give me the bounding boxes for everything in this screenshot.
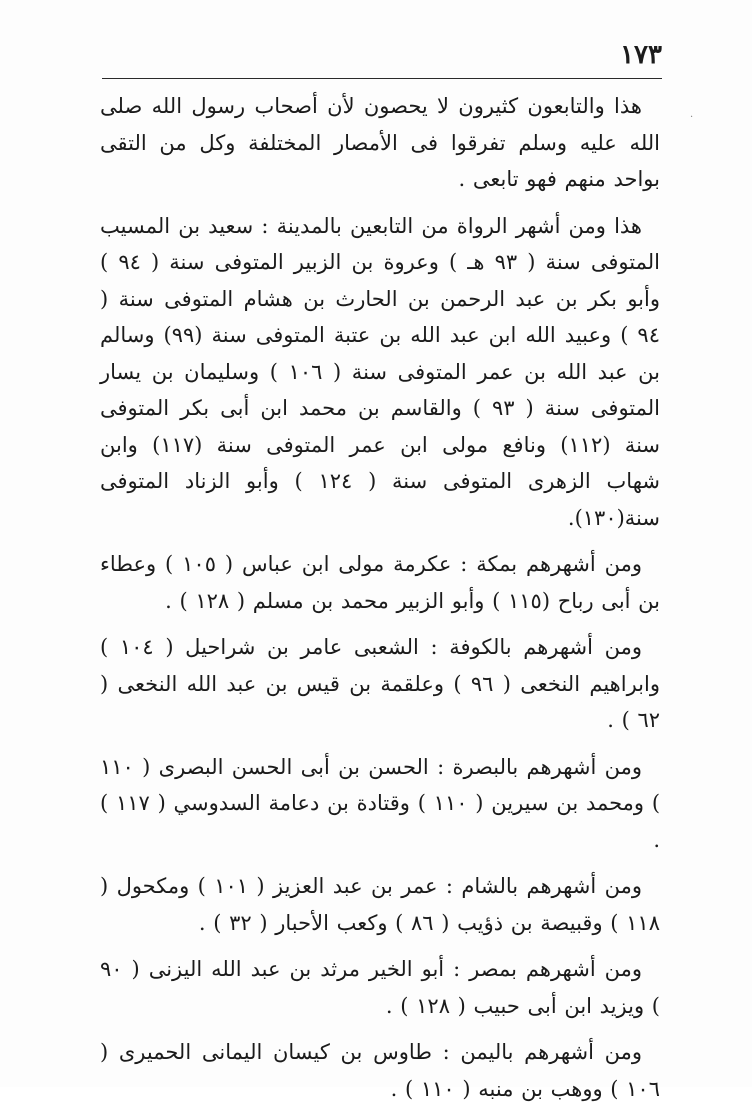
- paragraph-basra: ومن أشهرهم بالبصرة : الحسن بن أبى الحسن البصرى ( ١١٠ ) ومحمد بن سيرين ( ١١٠ ) وقتادة بن دعامة السدوسي ( ١١٧ ) .: [100, 754, 661, 852]
- paragraph-makkah: ومن أشهرهم بمكة : عكرمة مولى ابن عباس ( ١٠٥ ) وعطاء بن أبى رباح (١١٥ ) وأبو الزبير محمد بن مسلم ( ١٢٨ ) .: [100, 552, 660, 613]
- header-rule: [102, 78, 662, 79]
- paragraph-madinah: هذا ومن أشهر الرواة من التابعين بالمدينة : سعيد بن المسيب المتوفى سنة ( ٩٣ هـ ) وعروة بن الزبير المتوفى سنة ( ٩٤ ) وأبو بكر بن عبد الرحمن بن الحارث بن هشام المتوفى سنة ( ٩٤ ) وعبيد الله ابن عبد الله بن عتبة المتوفى سنة (٩٩) وسالم بن عبد الله بن عمر المتوفى سنة ( ١٠٦ ) وسليمان بن يسار المتوفى سنة ( ٩٣ ) والقاسم بن محمد ابن أبى بكر المتوفى سنة (١١٢) ونافع مولى ابن عمر المتوفى سنة (١١٧) وابن شهاب الزهرى المتوفى سنة ( ١٢٤ ) وأبو الزناد المتوفى سنة(١٣٠).: [100, 213, 661, 530]
- page-number: ١٧٣: [620, 40, 662, 70]
- margin-mark: ·: [690, 112, 694, 123]
- paragraph-tabiun-intro: هذا والتابعون كثيرون لا يحصون لأن أصحاب رسول الله صلى الله عليه وسلم تفرقوا فى الأمصار المختلفة وكل من التقى بواحد منهم فهو تابعى .: [100, 94, 660, 191]
- paragraph-misr: ومن أشهرهم بمصر : أبو الخير مرثد بن عبد الله اليزنى ( ٩٠ ) ويزيد ابن أبى حبيب ( ١٢٨ ) .: [100, 957, 660, 1018]
- body-text: [100, 88, 660, 1117]
- paragraph-kufa: ومن أشهرهم بالكوفة : الشعبى عامر بن شراحيل ( ١٠٤ ) وابراهيم النخعى ( ٩٦ ) وعلقمة بن قيس بن عبد الله النخعى ( ٦٢ ) .: [100, 635, 660, 732]
- paragraph-sham: ومن أشهرهم بالشام : عمر بن عبد العزيز ( ١٠١ ) ومكحول ( ١١٨ ) وقبيصة بن ذؤيب ( ٨٦ ) وكعب الأحبار ( ٣٢ ) .: [100, 874, 660, 935]
- paragraph-yemen: ومن أشهرهم باليمن : طاوس بن كيسان اليمانى الحميرى ( ١٠٦ ) ووهب بن منبه ( ١١٠ ) .: [100, 1040, 660, 1101]
